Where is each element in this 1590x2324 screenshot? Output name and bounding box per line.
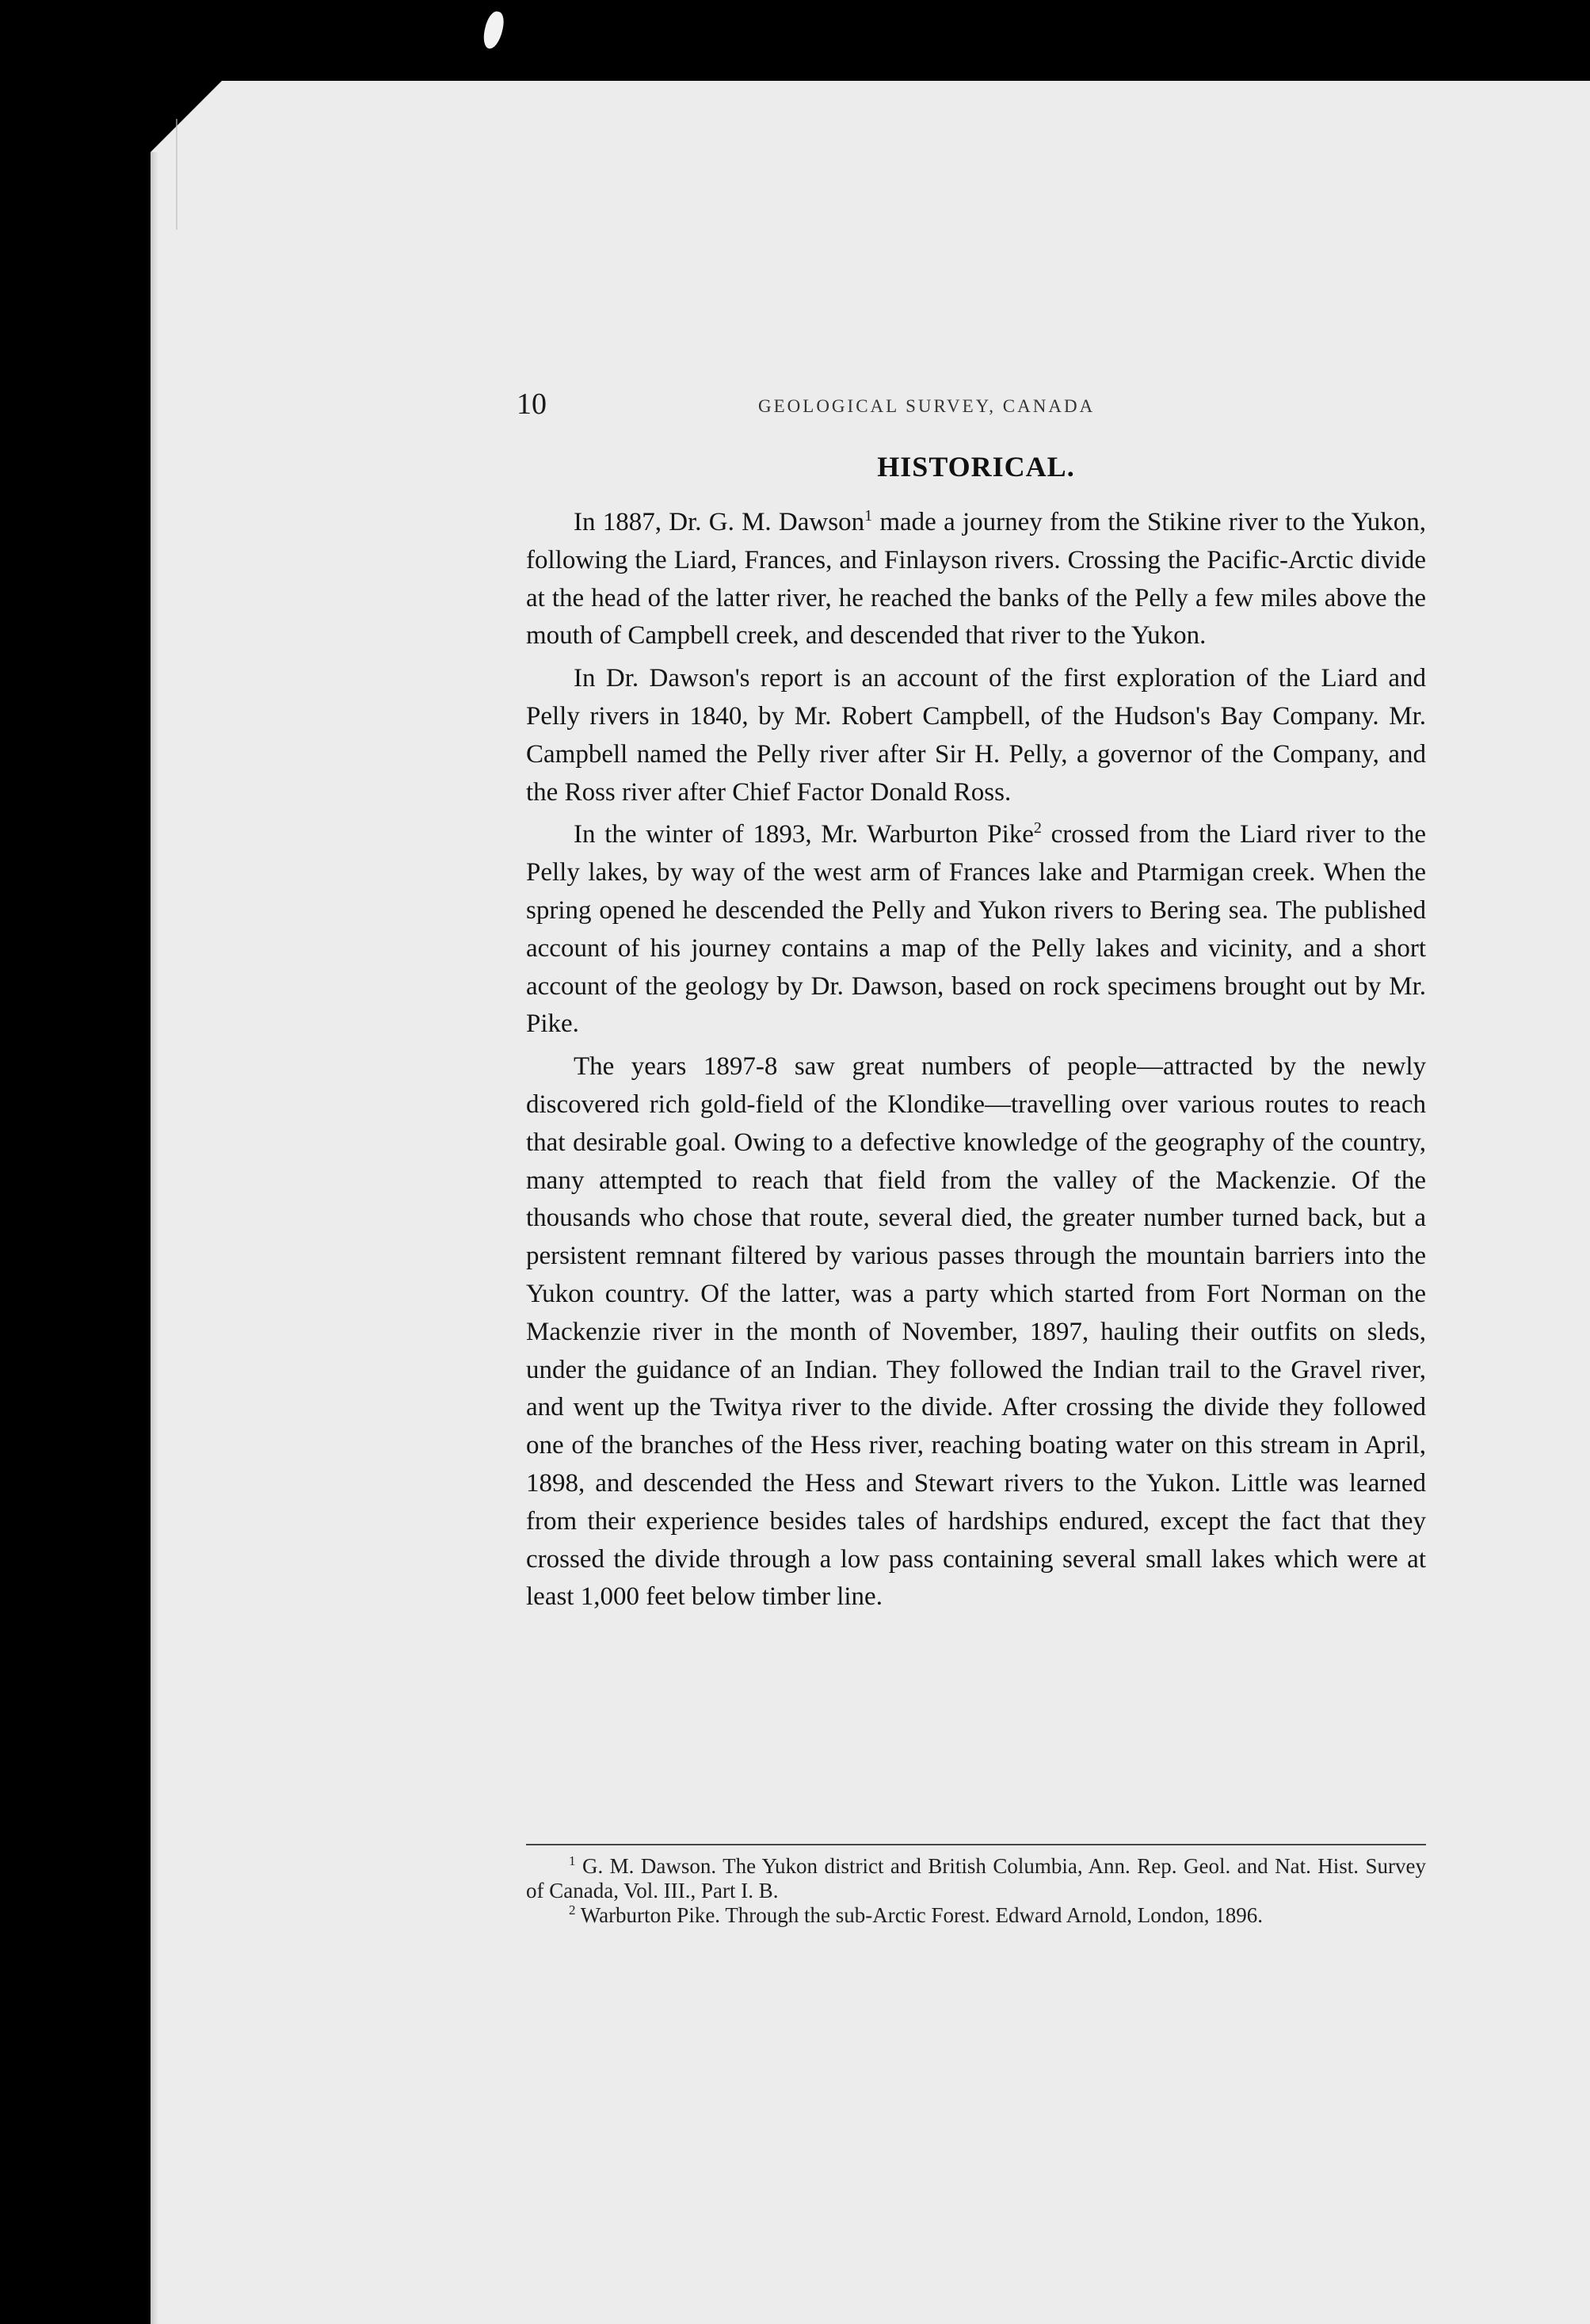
paragraph bbox=[526, 660, 1426, 811]
footnote-text: G. M. Dawson. The Yukon district and British Columbia, Ann. Rep. Geol. and Nat. Hist. Survey of Canada, Vol. III., Part I. B. bbox=[526, 1854, 1426, 1902]
footnote-divider bbox=[526, 1844, 1426, 1845]
footnote-marker: 1 bbox=[569, 1853, 576, 1868]
paragraph-text: In Dr. Dawson's report is an account of the first exploration of the Liard and Pelly rivers in 1840, by Mr. Robert Campbell, of the Hudson's Bay Company. Mr. Campbell named the Pelly river after Sir H. Pelly, a governor of the Company, and the Ross river after Chief Factor Donald Ross. bbox=[526, 664, 1426, 807]
footnote bbox=[526, 1854, 1426, 1903]
page-number: 10 bbox=[517, 387, 547, 421]
footnote-text: Warburton Pike. Through the sub-Arctic Forest. Edward Arnold, London, 1896. bbox=[575, 1903, 1263, 1927]
page-header bbox=[517, 387, 1436, 426]
paragraph-text: In 1887, Dr. G. M. Dawson bbox=[574, 508, 865, 536]
paragraph bbox=[526, 1048, 1426, 1616]
scan-mark bbox=[481, 10, 505, 51]
body-text bbox=[526, 504, 1426, 1616]
footnote-reference: 2 bbox=[1033, 819, 1042, 838]
paragraph-text: crossed from the Liard river to the Pelly lakes, by way of the west arm of Frances lake and Ptarmigan creek. When the spring opened he descended the Pelly and Yukon rivers to Bering sea. The published account of his journey contains a map of the Pelly lakes and vicinity, and a short account of the geology by Dr. Dawson, based on rock specimens brought out by Mr. Pike. bbox=[526, 820, 1426, 1039]
footnote bbox=[526, 1903, 1426, 1928]
running-head: GEOLOGICAL SURVEY, CANADA bbox=[758, 396, 1096, 416]
page-edge-shadow bbox=[151, 152, 158, 2324]
paragraph-text: made a journey from the Stikine river to the Yukon, following the Liard, Frances, and Finlayson rivers. Crossing the Pacific-Arctic divide at the head of the latter river, he reached the banks of the Pelly a few miles above the mouth of Campbell creek, and descended that river to the Yukon. bbox=[526, 508, 1426, 651]
footnotes bbox=[526, 1854, 1426, 1928]
paragraph bbox=[526, 816, 1426, 1044]
page-fold-mark bbox=[176, 119, 225, 230]
section-title: HISTORICAL. bbox=[877, 451, 1075, 483]
footnote-marker: 2 bbox=[569, 1902, 576, 1918]
paragraph-text: The years 1897-8 saw great numbers of people—attracted by the newly discovered rich gold-field of the Klondike—travelling over various routes to reach that desirable goal. Owing to a defective knowledge of the geography of the country, many attempted to reach that field from the valley of the Mackenzie. Of the thousands who chose that route, several died, the greater number turned back, but a persistent remnant filtered by various passes through the mountain barriers into the Yukon country. Of the latter, was a party which started from Fort Norman on the Mackenzie river in the month of November, 1897, hauling their outfits on sleds, under the guidance of an Indian. They followed the Indian trail to the Gravel river, and went up the Twitya river to the divide. After crossing the divide they followed one of the branches of the Hess river, reaching boating water on this stream in April, 1898, and descended the Hess and Stewart rivers to the Yukon. Little was learned from their experience besides tales of hardships endured, except the fact that they crossed the divide through a low pass containing several small lakes which were at least 1,000 feet below timber line. bbox=[526, 1052, 1426, 1612]
paragraph-text: In the winter of 1893, Mr. Warburton Pike bbox=[574, 820, 1034, 849]
paragraph bbox=[526, 504, 1426, 655]
footnote-reference: 1 bbox=[864, 507, 873, 525]
